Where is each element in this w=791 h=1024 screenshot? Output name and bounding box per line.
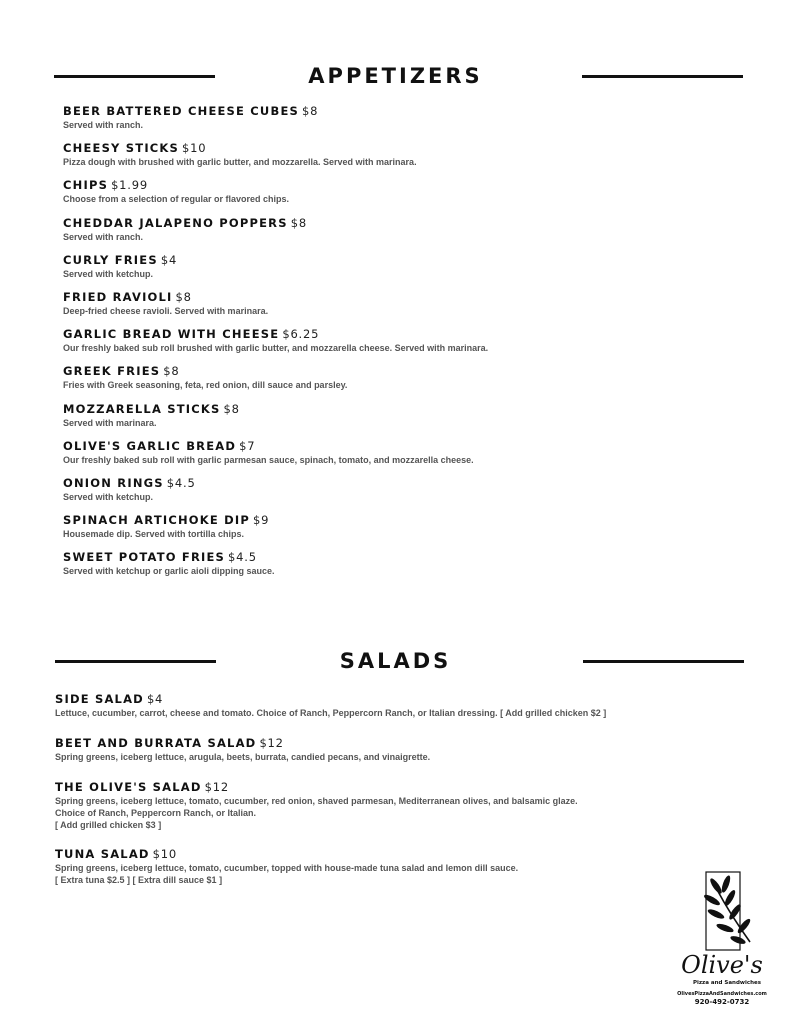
item-name: CHEDDAR JALAPENO POPPERS	[63, 215, 288, 230]
item-description: Housemade dip. Served with tortilla chips.	[63, 529, 245, 540]
item-description: Lettuce, cucumber, carrot, cheese and tomato. Choice of Ranch, Peppercorn Ranch, or Italian dressing. [ Add grilled chicken $2 ]	[55, 708, 607, 718]
item-name: TUNA SALAD	[55, 847, 150, 861]
item-price: $8	[175, 289, 192, 304]
menu-item	[63, 550, 488, 587]
item-description: Spring greens, iceberg lettuce, tomato, cucumber, topped with house-made tuna salad and lemon dill sauce.	[55, 863, 519, 873]
olive-branch-icon	[672, 870, 772, 958]
menu-item	[63, 327, 488, 364]
menu-item	[63, 104, 488, 141]
item-name: THE OLIVE'S SALAD	[55, 780, 202, 794]
menu-item	[63, 439, 488, 476]
item-description: Our freshly baked sub roll brushed with garlic butter, and mozzarella cheese. Served with marinara.	[63, 343, 489, 354]
item-price: $9	[253, 513, 270, 528]
menu-item	[55, 692, 606, 736]
right-divider	[583, 660, 744, 663]
menu-item	[63, 141, 488, 178]
item-price: $8	[290, 215, 307, 230]
item-price: $4	[160, 252, 178, 267]
item-name: GARLIC BREAD WITH CHEESE	[63, 327, 280, 342]
menu-item	[63, 476, 488, 513]
menu-item	[55, 780, 606, 847]
item-name: SWEET POTATO FRIES	[63, 550, 226, 565]
item-price: $8	[223, 401, 240, 416]
item-name: MOZZARELLA STICKS	[63, 401, 221, 416]
item-description: Served with ketchup.	[63, 268, 154, 279]
item-name: ONION RINGS	[63, 475, 164, 490]
menu-item	[63, 513, 488, 550]
item-price: $8	[163, 364, 180, 379]
item-name: BEER BATTERED CHEESE CUBES	[63, 104, 299, 118]
item-price: $4.5	[166, 475, 196, 490]
item-description: Spring greens, iceberg lettuce, arugula, beets, burrata, candied pecans, and vinaigrette.	[55, 752, 431, 762]
item-description: Pizza dough with brushed with garlic butter, and mozzarella. Served with marinara.	[63, 157, 417, 168]
item-name: CHIPS	[63, 178, 109, 193]
item-name: GREEK FRIES	[63, 364, 161, 379]
item-description: Choose from a selection of regular or flavored chips.	[63, 194, 290, 205]
item-price: $12	[259, 736, 284, 750]
item-price: $7	[239, 438, 256, 453]
olives-logo	[672, 870, 772, 1010]
item-description: Served with ranch.	[63, 120, 144, 130]
menu-item	[63, 253, 488, 290]
item-name: SPINACH ARTICHOKE DIP	[63, 513, 251, 528]
item-description: Choice of Ranch, Peppercorn Ranch, or Italian.	[55, 808, 257, 818]
item-name: FRIED RAVIOLI	[63, 289, 173, 304]
item-description: Served with ketchup.	[63, 491, 154, 502]
salad-list	[55, 692, 606, 887]
item-description: [ Extra tuna $2.5 ] [ Extra dill sauce $1 ]	[55, 875, 223, 885]
salads-header	[0, 646, 791, 676]
item-name: CHEESY STICKS	[63, 141, 180, 156]
item-description: Our freshly baked sub roll with garlic parmesan sauce, spinach, tomato, and mozzarella cheese.	[63, 454, 474, 465]
menu-item	[63, 402, 488, 439]
logo-phone: 920-492-0732	[694, 998, 750, 1006]
logo-website: OlivesPizzaAndSandwiches.com	[677, 991, 767, 997]
item-price: $4.5	[228, 550, 257, 565]
item-price: $4	[146, 692, 164, 706]
right-divider	[582, 75, 743, 78]
appetizer-list	[63, 104, 488, 587]
menu-item	[63, 290, 488, 327]
item-name: OLIVE'S GARLIC BREAD	[63, 438, 237, 453]
item-description: [ Add grilled chicken $3 ]	[55, 820, 162, 830]
item-description: Deep-fried cheese ravioli. Served with marinara.	[63, 305, 269, 316]
item-description: Spring greens, iceberg lettuce, tomato, cucumber, red onion, shaved parmesan, Mediterranean olives, and balsamic glaze.	[55, 796, 578, 806]
item-name: BEET AND BURRATA SALAD	[55, 736, 257, 750]
item-description: Served with marinara.	[63, 417, 157, 428]
appetizers-title: APPETIZERS	[308, 64, 483, 88]
item-name: CURLY FRIES	[63, 252, 158, 267]
item-price: $8	[301, 104, 319, 118]
menu-item	[63, 216, 488, 253]
item-price: $12	[204, 780, 229, 794]
menu-item	[55, 736, 606, 780]
logo-name: Olive's	[681, 951, 763, 979]
item-price: $6.25	[282, 327, 320, 342]
salads-title: SALADS	[339, 649, 452, 673]
appetizers-header	[0, 61, 791, 91]
item-description: Served with ketchup or garlic aioli dipping sauce.	[63, 566, 275, 577]
logo-tagline: Pizza and Sandwiches	[692, 980, 762, 986]
item-name: SIDE SALAD	[55, 692, 144, 706]
menu-item	[63, 178, 488, 215]
item-description: Served with ranch.	[63, 231, 144, 242]
item-description: Fries with Greek seasoning, feta, red onion, dill sauce and parsley.	[63, 380, 348, 391]
menu-item	[55, 847, 606, 887]
item-price: $1.99	[111, 178, 148, 193]
item-price: $10	[152, 847, 178, 861]
item-price: $10	[182, 141, 207, 156]
menu-item	[63, 364, 488, 401]
